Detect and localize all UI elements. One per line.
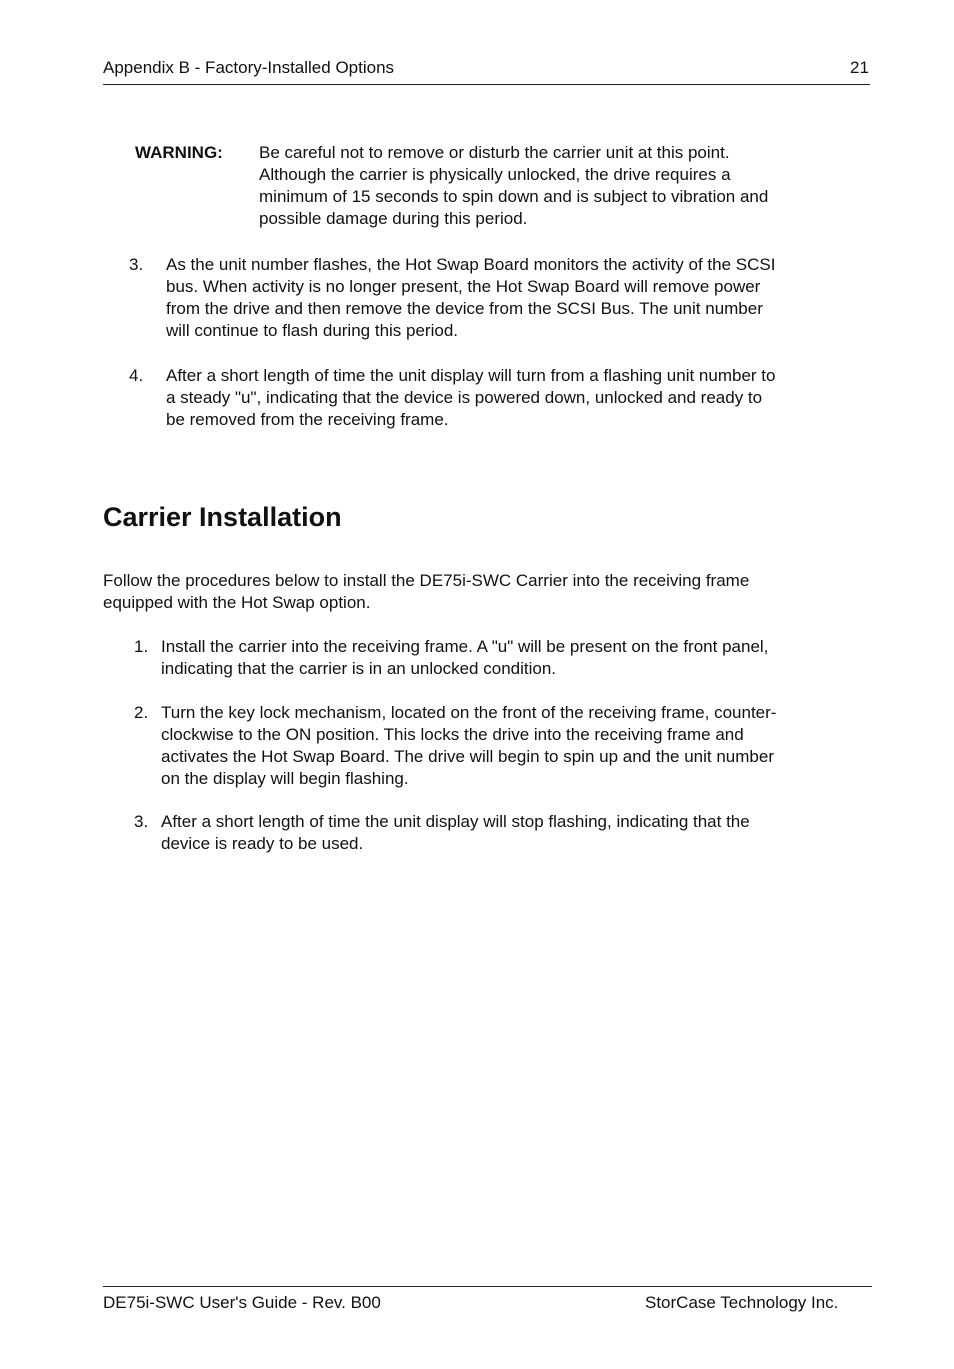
warning-line: possible damage during this period. — [259, 209, 528, 228]
step-line: from the drive and then remove the device from the SCSI Bus. The unit number — [166, 299, 763, 318]
step-line: After a short length of time the unit display will turn from a flashing unit number to — [166, 366, 776, 385]
intro-line: equipped with the Hot Swap option. — [103, 593, 371, 612]
step-line: After a short length of time the unit display will stop flashing, indicating that the — [161, 812, 750, 831]
step-number: 1. — [134, 637, 149, 656]
step-number: 2. — [134, 703, 149, 722]
step-text — [161, 811, 841, 855]
step-line: will continue to flash during this period. — [166, 321, 458, 340]
warning-text — [259, 142, 837, 230]
header-section-title: Appendix B - Factory-Installed Options — [103, 58, 395, 77]
section-heading: Carrier Installation — [103, 502, 342, 532]
step-line: device is ready to be used. — [161, 834, 364, 853]
warning-label: WARNING: — [135, 143, 223, 162]
intro-line: Follow the procedures below to install the DE75i-SWC Carrier into the receiving frame — [103, 571, 750, 590]
warning-line: Although the carrier is physically unlocked, the drive requires a — [259, 165, 731, 184]
step-line: a steady "u", indicating that the device is powered down, unlocked and ready to — [166, 388, 763, 407]
step-line: indicating that the carrier is in an unlocked condition. — [161, 659, 557, 678]
footer-company: StorCase Technology Inc. — [645, 1293, 839, 1312]
warning-line: Be careful not to remove or disturb the carrier unit at this point. — [259, 143, 730, 162]
step-line: As the unit number flashes, the Hot Swap Board monitors the activity of the SCSI — [166, 255, 776, 274]
step-line: Install the carrier into the receiving frame. A "u" will be present on the front panel, — [161, 637, 769, 656]
step-text — [166, 254, 856, 342]
warning-line: minimum of 15 seconds to spin down and is subject to vibration and — [259, 187, 769, 206]
step-line: bus. When activity is no longer present, the Hot Swap Board will remove power — [166, 277, 761, 296]
step-line: be removed from the receiving frame. — [166, 410, 449, 429]
step-number: 3. — [129, 255, 144, 274]
step-text — [166, 365, 858, 431]
step-number: 4. — [129, 366, 144, 385]
step-line: clockwise to the ON position. This locks the drive into the receiving frame and — [161, 725, 744, 744]
step-number: 3. — [134, 812, 149, 831]
step-text — [161, 702, 861, 790]
footer-rule — [103, 1286, 872, 1287]
header-rule — [103, 84, 870, 85]
footer-guide-title: DE75i-SWC User's Guide - Rev. B00 — [103, 1293, 381, 1312]
step-line: activates the Hot Swap Board. The drive will begin to spin up and the unit number — [161, 747, 774, 766]
step-text — [161, 636, 861, 680]
step-line: on the display will begin flashing. — [161, 769, 409, 788]
header-page-number: 21 — [850, 58, 869, 77]
step-line: Turn the key lock mechanism, located on the front of the receiving frame, counter- — [161, 703, 777, 722]
intro-paragraph — [103, 570, 833, 614]
